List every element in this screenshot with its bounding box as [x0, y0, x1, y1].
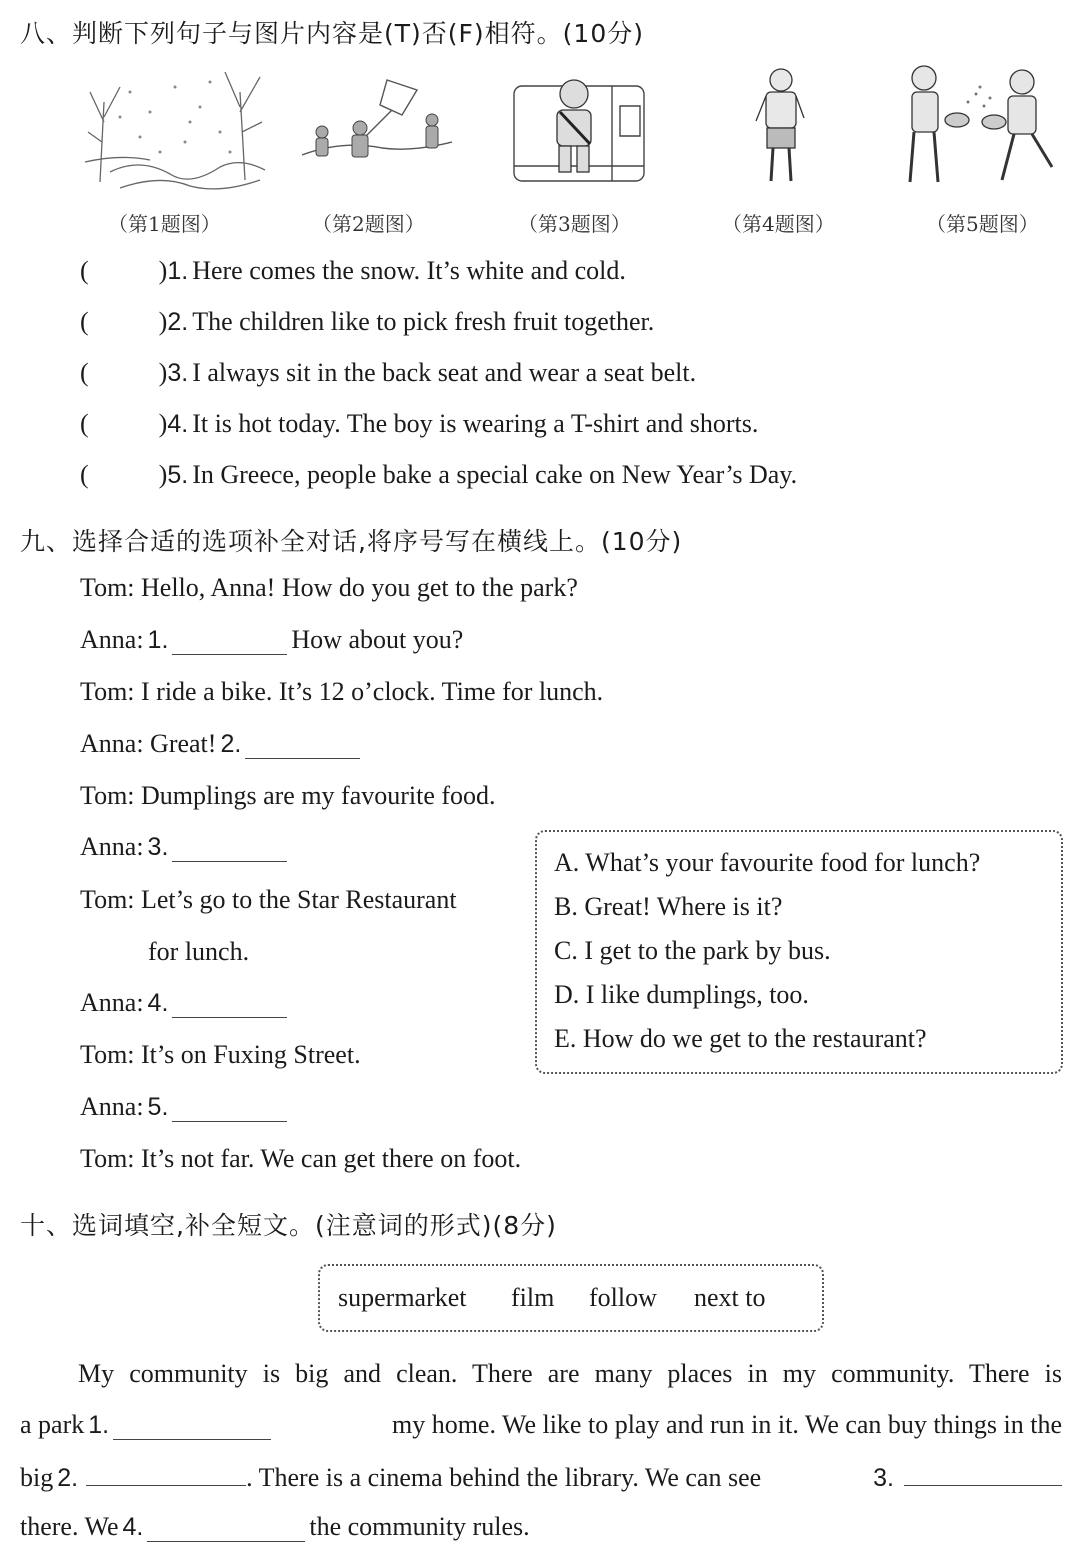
boy-seatbelt-illustration: [512, 66, 650, 188]
dialogue-blank-3[interactable]: [172, 837, 287, 862]
section-10-heading: 十、选词填空,补全短文。(注意词的形式)(8分): [20, 1211, 557, 1240]
dialogue-line-11: Tom: It’s not far. We can get there on foot.: [80, 1144, 522, 1173]
kite-children-illustration: [302, 70, 452, 180]
dialogue-blank-5[interactable]: [172, 1097, 287, 1122]
passage-line-1: My community is big and clean. There are many places in my community. There is: [78, 1359, 1062, 1388]
option-a: A. What’s your favourite food for lunch?: [554, 848, 981, 877]
dialogue-blank-4[interactable]: [172, 993, 287, 1018]
tf-item-2: ( )2. The children like to pick fresh fruit together.: [80, 307, 655, 336]
dialogue-line-8: Anna: 4.: [80, 988, 287, 1018]
dialogue-line-7a: Tom: Let’s go to the Star Restaurant: [80, 885, 457, 914]
water-splashing-illustration: [902, 62, 1062, 190]
dialogue-blank-2[interactable]: [245, 734, 360, 759]
caption-4: （第4题图）: [722, 212, 835, 236]
dialogue-blank-1[interactable]: [172, 630, 287, 655]
dialogue-line-3: Tom: I ride a bike. It’s 12 o’clock. Time for lunch.: [80, 677, 604, 706]
tf-item-3: ( )3. I always sit in the back seat and wear a seat belt.: [80, 358, 697, 387]
tf-item-5: ( )5. In Greece, people bake a special cake on New Year’s Day.: [80, 460, 798, 489]
dialogue-line-7b: for lunch.: [148, 937, 250, 966]
word-bank-film: film: [511, 1283, 555, 1312]
caption-5: （第5题图）: [926, 212, 1039, 236]
passage-blank-1[interactable]: [113, 1415, 271, 1440]
dialogue-line-2: Anna: 1. How about you?: [80, 625, 464, 654]
passage-blank-4[interactable]: [147, 1517, 305, 1542]
tf-item-4: ( )4. It is hot today. The boy is wearing a T-shirt and shorts.: [80, 409, 759, 438]
option-b: B. Great! Where is it?: [554, 892, 783, 921]
word-bank-follow: follow: [589, 1283, 657, 1312]
boy-tshirt-illustration: [746, 66, 816, 190]
snow-scene-illustration: [80, 62, 268, 190]
caption-1: （第1题图）: [108, 212, 221, 236]
passage-line-4: there. We 4. the community rules.: [20, 1512, 530, 1541]
word-bank-next-to: next to: [694, 1283, 766, 1312]
caption-3: （第3题图）: [518, 212, 631, 236]
word-bank-supermarket: supermarket: [338, 1283, 467, 1312]
dialogue-line-5: Tom: Dumplings are my favourite food.: [80, 781, 496, 810]
section-9-heading: 九、选择合适的选项补全对话,将序号写在横线上。(10分): [20, 527, 683, 556]
option-c: C. I get to the park by bus.: [554, 936, 831, 965]
dialogue-line-4: Anna: Great! 2.: [80, 729, 360, 759]
caption-2: （第2题图）: [312, 212, 425, 236]
passage-line-2: a park 1. my home. We like to play and run in it. We can buy things in the: [20, 1410, 1062, 1439]
option-e: E. How do we get to the restaurant?: [554, 1024, 927, 1053]
passage-blank-2[interactable]: [86, 1461, 246, 1486]
dialogue-line-9: Tom: It’s on Fuxing Street.: [80, 1040, 361, 1069]
dialogue-line-1: Tom: Hello, Anna! How do you get to the park?: [80, 573, 578, 602]
tf-item-1: ( )1. Here comes the snow. It’s white and cold.: [80, 256, 626, 285]
passage-line-3: big 2. . There is a cinema behind the library. We can see 3.: [20, 1461, 1062, 1493]
section-8-heading: 八、判断下列句子与图片内容是(T)否(F)相符。(10分): [20, 19, 644, 48]
dialogue-line-10: Anna: 5.: [80, 1092, 287, 1122]
option-d: D. I like dumplings, too.: [554, 980, 809, 1009]
dialogue-line-6: Anna: 3.: [80, 832, 287, 862]
passage-blank-3[interactable]: [904, 1461, 1062, 1486]
